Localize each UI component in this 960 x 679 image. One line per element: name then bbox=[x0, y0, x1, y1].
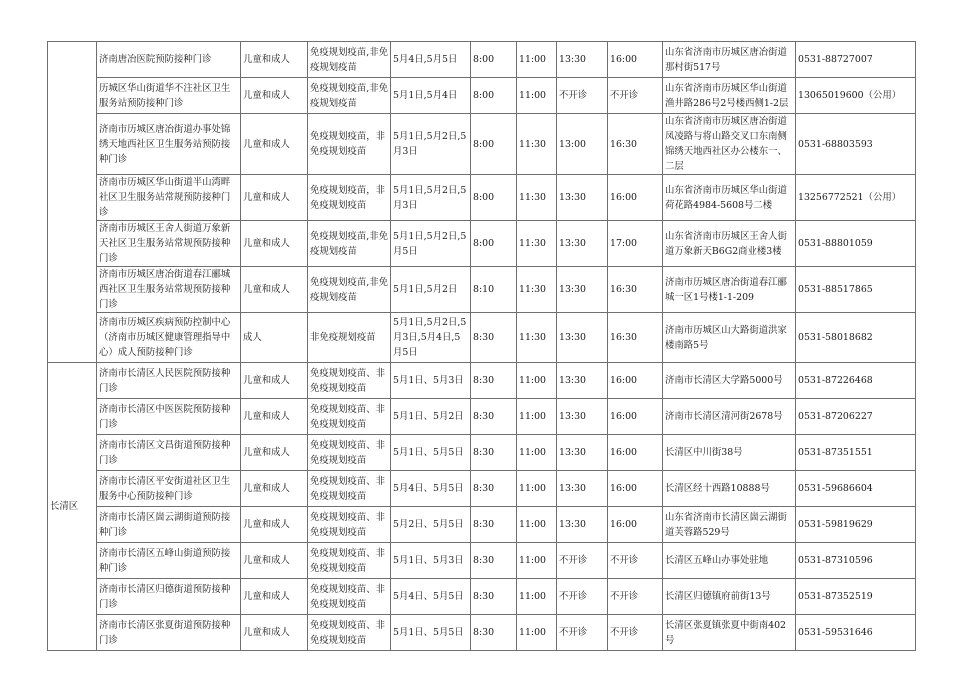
vaccine-type-cell: 免疫规划疫苗、非免疫规划疫苗 bbox=[308, 615, 391, 651]
target-group-cell: 儿童和成人 bbox=[241, 399, 308, 435]
afternoon-end-cell: 不开诊 bbox=[608, 615, 663, 651]
phone-cell: 0531-88801059 bbox=[796, 221, 916, 267]
address-cell: 山东省济南市历城区华山街道荷花路4984-5608号二楼 bbox=[663, 175, 796, 221]
address-cell: 山东省济南市长清区崮云湖街道芙蓉路529号 bbox=[663, 507, 796, 543]
open-dates-cell: 5月1日、5月2日 bbox=[391, 399, 471, 435]
afternoon-end-cell: 16:00 bbox=[608, 42, 663, 78]
address-cell: 长清区五峰山办事处驻地 bbox=[663, 543, 796, 579]
target-group-cell: 儿童和成人 bbox=[241, 363, 308, 399]
morning-start-cell: 8:30 bbox=[471, 399, 517, 435]
vaccine-type-cell: 免疫规划疫苗,非免疫规划疫苗 bbox=[308, 42, 391, 78]
clinic-name-cell: 历城区华山街道华不注社区卫生服务站预防接种门诊 bbox=[97, 78, 241, 114]
afternoon-end-cell: 16:00 bbox=[608, 399, 663, 435]
phone-cell: 0531-88517865 bbox=[796, 267, 916, 313]
address-cell: 长清区张夏镇张夏中街南402号 bbox=[663, 615, 796, 651]
vaccination-clinic-table bbox=[47, 41, 916, 651]
clinic-name-cell: 济南市长清区平安街道社区卫生服务中心预防接种门诊 bbox=[97, 471, 241, 507]
morning-end-cell: 11:30 bbox=[517, 221, 557, 267]
target-group-cell: 儿童和成人 bbox=[241, 221, 308, 267]
table-row bbox=[48, 313, 916, 363]
morning-end-cell: 11:00 bbox=[517, 78, 557, 114]
address-cell: 济南市历城区山大路街道洪家楼南路5号 bbox=[663, 313, 796, 363]
morning-end-cell: 11:30 bbox=[517, 114, 557, 175]
morning-end-cell: 11:00 bbox=[517, 615, 557, 651]
target-group-cell: 儿童和成人 bbox=[241, 507, 308, 543]
morning-end-cell: 11:30 bbox=[517, 313, 557, 363]
vaccine-type-cell: 免疫规划疫苗，非免疫规划疫苗 bbox=[308, 175, 391, 221]
vaccine-type-cell: 免疫规划疫苗,非免疫规划疫苗 bbox=[308, 267, 391, 313]
morning-end-cell: 11:00 bbox=[517, 435, 557, 471]
afternoon-start-cell: 不开诊 bbox=[557, 543, 608, 579]
morning-start-cell: 8:30 bbox=[471, 313, 517, 363]
morning-start-cell: 8:30 bbox=[471, 435, 517, 471]
address-cell: 山东省济南市历城区唐冶街道凤凌路与将山路交叉口东南侧锦绣天地西社区办公楼东一、二层 bbox=[663, 114, 796, 175]
afternoon-start-cell: 不开诊 bbox=[557, 78, 608, 114]
table-row bbox=[48, 543, 916, 579]
morning-start-cell: 8:30 bbox=[471, 579, 517, 615]
target-group-cell: 儿童和成人 bbox=[241, 435, 308, 471]
clinic-name-cell: 济南市长清区五峰山街道预防接种门诊 bbox=[97, 543, 241, 579]
morning-end-cell: 11:00 bbox=[517, 543, 557, 579]
open-dates-cell: 5月1日,5月2日,5月3日 bbox=[391, 114, 471, 175]
table-body bbox=[48, 42, 916, 651]
vaccine-type-cell: 免疫规划疫苗、非免疫规划疫苗 bbox=[308, 543, 391, 579]
address-cell: 长清区经十西路10888号 bbox=[663, 471, 796, 507]
morning-start-cell: 8:00 bbox=[471, 78, 517, 114]
phone-cell: 0531-59531646 bbox=[796, 615, 916, 651]
afternoon-end-cell: 16:00 bbox=[608, 471, 663, 507]
afternoon-end-cell: 16:00 bbox=[608, 435, 663, 471]
vaccine-type-cell: 免疫规划疫苗、非免疫规划疫苗 bbox=[308, 507, 391, 543]
morning-start-cell: 8:30 bbox=[471, 507, 517, 543]
afternoon-start-cell: 13:30 bbox=[557, 221, 608, 267]
morning-start-cell: 8:30 bbox=[471, 615, 517, 651]
open-dates-cell: 5月4日、5月5日 bbox=[391, 471, 471, 507]
clinic-name-cell: 济南唐冶医院预防接种门诊 bbox=[97, 42, 241, 78]
phone-cell: 0531-87351551 bbox=[796, 435, 916, 471]
vaccine-type-cell: 免疫规划疫苗、非免疫规划疫苗 bbox=[308, 471, 391, 507]
phone-cell: 0531-87352519 bbox=[796, 579, 916, 615]
target-group-cell: 儿童和成人 bbox=[241, 78, 308, 114]
afternoon-start-cell: 13:30 bbox=[557, 175, 608, 221]
address-cell: 长清区归德镇府前街13号 bbox=[663, 579, 796, 615]
vaccine-type-cell: 非免疫规划疫苗 bbox=[308, 313, 391, 363]
clinic-name-cell: 济南市历城区疾病预防控制中心（济南市历城区健康管理指导中心）成人预防接种门诊 bbox=[97, 313, 241, 363]
table-row bbox=[48, 615, 916, 651]
target-group-cell: 儿童和成人 bbox=[241, 543, 308, 579]
afternoon-start-cell: 13:00 bbox=[557, 114, 608, 175]
target-group-cell: 儿童和成人 bbox=[241, 471, 308, 507]
afternoon-start-cell: 13:30 bbox=[557, 435, 608, 471]
morning-start-cell: 8:10 bbox=[471, 267, 517, 313]
vaccine-type-cell: 免疫规划疫苗、非免疫规划疫苗 bbox=[308, 399, 391, 435]
phone-cell: 13256772521（公用） bbox=[796, 175, 916, 221]
phone-cell: 0531-59686604 bbox=[796, 471, 916, 507]
clinic-name-cell: 济南市长清区崮云湖街道预防接种门诊 bbox=[97, 507, 241, 543]
vaccine-type-cell: 免疫规划疫苗，非免疫规划疫苗 bbox=[308, 114, 391, 175]
district-cell bbox=[48, 42, 97, 363]
vaccine-type-cell: 免疫规划疫苗、非免疫规划疫苗 bbox=[308, 363, 391, 399]
address-cell: 济南市历城区唐冶街道春江郦城一区1号楼1-1-209 bbox=[663, 267, 796, 313]
open-dates-cell: 5月1日、5月5日 bbox=[391, 615, 471, 651]
morning-start-cell: 8:00 bbox=[471, 114, 517, 175]
address-cell: 山东省济南市历城区唐冶街道那村街517号 bbox=[663, 42, 796, 78]
morning-start-cell: 8:30 bbox=[471, 543, 517, 579]
phone-cell: 0531-88727007 bbox=[796, 42, 916, 78]
vaccine-type-cell: 免疫规划疫苗、非免疫规划疫苗 bbox=[308, 435, 391, 471]
phone-cell: 0531-59819629 bbox=[796, 507, 916, 543]
address-cell: 济南市长清区清河街2678号 bbox=[663, 399, 796, 435]
afternoon-end-cell: 不开诊 bbox=[608, 78, 663, 114]
target-group-cell: 儿童和成人 bbox=[241, 175, 308, 221]
morning-end-cell: 11:00 bbox=[517, 399, 557, 435]
target-group-cell: 儿童和成人 bbox=[241, 615, 308, 651]
clinic-name-cell: 济南市历城区王舍人街道万象新天社区卫生服务站常规预防接种门诊 bbox=[97, 221, 241, 267]
clinic-name-cell: 济南市历城区唐冶街道春江郦城西社区卫生服务站常规预防接种门诊 bbox=[97, 267, 241, 313]
table-row bbox=[48, 363, 916, 399]
afternoon-end-cell: 16:30 bbox=[608, 313, 663, 363]
clinic-name-cell: 济南市历城区华山街道半山湾畔社区卫生服务站常规预防接种门诊 bbox=[97, 175, 241, 221]
afternoon-end-cell: 不开诊 bbox=[608, 579, 663, 615]
target-group-cell: 成人 bbox=[241, 313, 308, 363]
table-row bbox=[48, 221, 916, 267]
clinic-name-cell: 济南市长清区人民医院预防接种门诊 bbox=[97, 363, 241, 399]
phone-cell: 0531-68803593 bbox=[796, 114, 916, 175]
afternoon-start-cell: 13:30 bbox=[557, 507, 608, 543]
afternoon-end-cell: 16:00 bbox=[608, 507, 663, 543]
afternoon-start-cell: 13:30 bbox=[557, 313, 608, 363]
target-group-cell: 儿童和成人 bbox=[241, 579, 308, 615]
address-cell: 济南市长清区大学路5000号 bbox=[663, 363, 796, 399]
district-cell: 长清区 bbox=[48, 363, 97, 651]
morning-start-cell: 8:30 bbox=[471, 363, 517, 399]
clinic-name-cell: 济南市长清区归德街道预防接种门诊 bbox=[97, 579, 241, 615]
clinic-name-cell: 济南市长清区中医医院预防接种门诊 bbox=[97, 399, 241, 435]
target-group-cell: 儿童和成人 bbox=[241, 114, 308, 175]
afternoon-end-cell: 16:00 bbox=[608, 175, 663, 221]
table-row bbox=[48, 579, 916, 615]
table-row bbox=[48, 435, 916, 471]
table-row bbox=[48, 267, 916, 313]
target-group-cell: 儿童和成人 bbox=[241, 267, 308, 313]
open-dates-cell: 5月1日,5月2日,5月3日,5月4日,5月5日 bbox=[391, 313, 471, 363]
table-row bbox=[48, 78, 916, 114]
morning-end-cell: 11:30 bbox=[517, 175, 557, 221]
open-dates-cell: 5月1日,5月2日,5月3日 bbox=[391, 175, 471, 221]
afternoon-end-cell: 17:00 bbox=[608, 221, 663, 267]
morning-end-cell: 11:00 bbox=[517, 579, 557, 615]
afternoon-start-cell: 13:30 bbox=[557, 363, 608, 399]
table-row bbox=[48, 42, 916, 78]
afternoon-end-cell: 16:30 bbox=[608, 114, 663, 175]
morning-start-cell: 8:00 bbox=[471, 221, 517, 267]
morning-end-cell: 11:30 bbox=[517, 267, 557, 313]
phone-cell: 13065019600（公用） bbox=[796, 78, 916, 114]
phone-cell: 0531-87206227 bbox=[796, 399, 916, 435]
address-cell: 山东省济南市历城区王舍人街道万象新天B6G2商业楼3楼 bbox=[663, 221, 796, 267]
afternoon-end-cell: 16:00 bbox=[608, 363, 663, 399]
morning-start-cell: 8:00 bbox=[471, 42, 517, 78]
morning-end-cell: 11:00 bbox=[517, 363, 557, 399]
morning-start-cell: 8:00 bbox=[471, 175, 517, 221]
afternoon-end-cell: 不开诊 bbox=[608, 543, 663, 579]
afternoon-start-cell: 不开诊 bbox=[557, 579, 608, 615]
morning-end-cell: 11:00 bbox=[517, 507, 557, 543]
phone-cell: 0531-87226468 bbox=[796, 363, 916, 399]
clinic-name-cell: 济南市长清区文昌街道预防接种门诊 bbox=[97, 435, 241, 471]
clinic-name-cell: 济南市长清区张夏街道预防接种门诊 bbox=[97, 615, 241, 651]
open-dates-cell: 5月1日、5月3日 bbox=[391, 363, 471, 399]
afternoon-end-cell: 16:30 bbox=[608, 267, 663, 313]
morning-end-cell: 11:00 bbox=[517, 42, 557, 78]
vaccine-type-cell: 免疫规划疫苗,非免疫规划疫苗 bbox=[308, 78, 391, 114]
vaccine-type-cell: 免疫规划疫苗,非免疫规划疫苗 bbox=[308, 221, 391, 267]
afternoon-start-cell: 13:30 bbox=[557, 471, 608, 507]
table-row bbox=[48, 399, 916, 435]
open-dates-cell: 5月1日,5月2日 bbox=[391, 267, 471, 313]
open-dates-cell: 5月4日,5月5日 bbox=[391, 42, 471, 78]
address-cell: 山东省济南市历城区华山街道渔井路286号2号楼西侧1-2层 bbox=[663, 78, 796, 114]
vaccine-type-cell: 免疫规划疫苗、非免疫规划疫苗 bbox=[308, 579, 391, 615]
address-cell: 长清区中川街38号 bbox=[663, 435, 796, 471]
open-dates-cell: 5月1日,5月2日,5月5日 bbox=[391, 221, 471, 267]
afternoon-start-cell: 不开诊 bbox=[557, 615, 608, 651]
open-dates-cell: 5月2日、5月5日 bbox=[391, 507, 471, 543]
morning-end-cell: 11:00 bbox=[517, 471, 557, 507]
afternoon-start-cell: 13:30 bbox=[557, 267, 608, 313]
afternoon-start-cell: 13:30 bbox=[557, 399, 608, 435]
open-dates-cell: 5月1日、5月3日 bbox=[391, 543, 471, 579]
clinic-name-cell: 济南市历城区唐冶街道办事处锦绣天地西社区卫生服务站预防接种门诊 bbox=[97, 114, 241, 175]
morning-start-cell: 8:30 bbox=[471, 471, 517, 507]
target-group-cell: 儿童和成人 bbox=[241, 42, 308, 78]
phone-cell: 0531-87310596 bbox=[796, 543, 916, 579]
table-row bbox=[48, 114, 916, 175]
afternoon-start-cell: 13:30 bbox=[557, 42, 608, 78]
open-dates-cell: 5月4日、5月5日 bbox=[391, 579, 471, 615]
open-dates-cell: 5月1日,5月4日 bbox=[391, 78, 471, 114]
open-dates-cell: 5月1日、5月5日 bbox=[391, 435, 471, 471]
table-row bbox=[48, 471, 916, 507]
table-row bbox=[48, 507, 916, 543]
phone-cell: 0531-58018682 bbox=[796, 313, 916, 363]
table-row bbox=[48, 175, 916, 221]
